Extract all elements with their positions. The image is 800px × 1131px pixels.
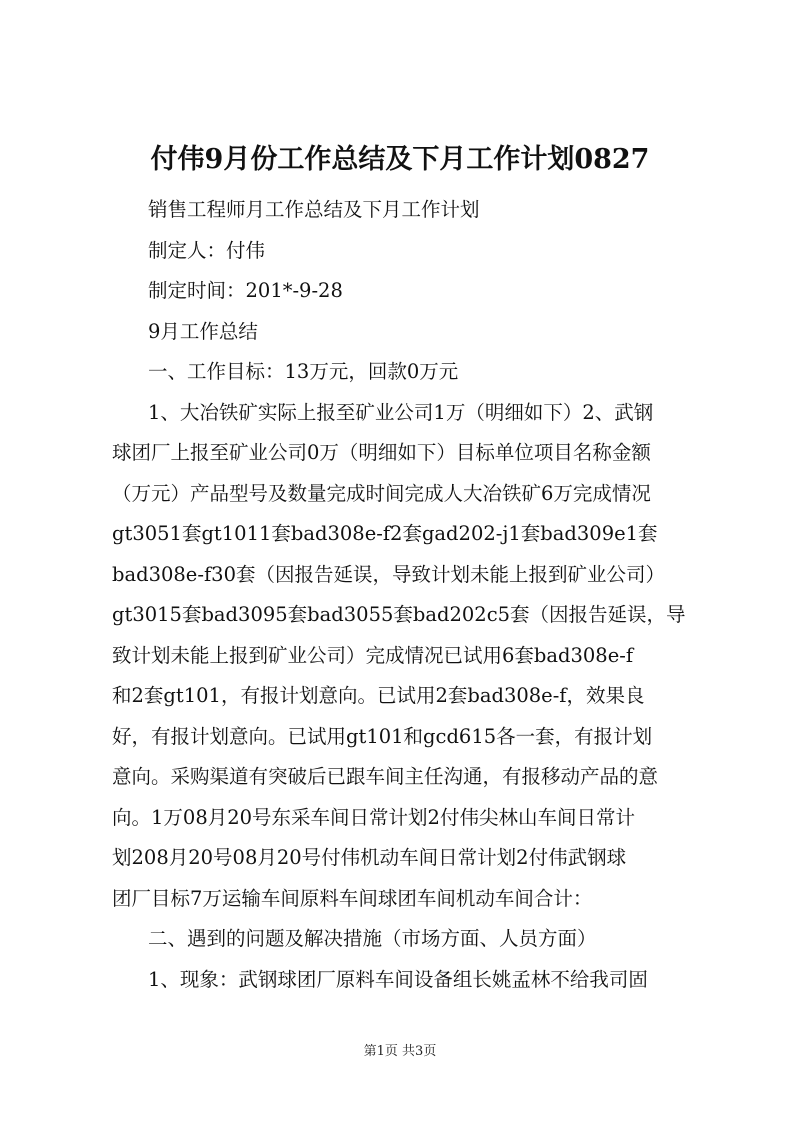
text-line: 和2套gt101，有报计划意向。已试用2套bad308e-f，效果良: [112, 684, 645, 707]
text-line: 意向。采购渠道有突破后已跟车间主任沟通，有报移动产品的意: [112, 765, 659, 788]
text-line: 好，有报计划意向。已试用gt101和gcd615各一套，有报计划: [112, 724, 653, 748]
text-line: （万元）产品型号及数量完成时间完成人大冶铁矿6万完成情况: [112, 481, 651, 505]
text-line: 划208月20号08月20号付伟机动车间日常计划2付伟武钢球: [112, 846, 627, 869]
text-line: bad308e-f30套（因报告延误，导致计划未能上报到矿业公司）: [112, 562, 665, 586]
text-line: 1、大冶铁矿实际上报至矿业公司1万（明细如下）2、武钢: [148, 400, 654, 424]
document-body: [112, 190, 712, 1000]
text-line: 向。1万08月20号东采车间日常计划2付伟尖林山车间日常计: [112, 805, 635, 829]
text-line: 制定人：付伟: [148, 238, 266, 262]
text-line: 1、现象：武钢球团厂原料车间设备组长姚孟林不给我司固: [148, 967, 648, 991]
section-heading: 一、工作目标：13万元，回款0万元: [148, 360, 459, 383]
text-line: 销售工程师月工作总结及下月工作计划: [148, 198, 480, 221]
text-line: 致计划未能上报到矿业公司）完成情况已试用6套bad308e-f: [112, 643, 634, 667]
text-line: 团厂目标7万运输车间原料车间球团车间机动车间合计：: [112, 886, 593, 910]
section-heading: 二、遇到的问题及解决措施（市场方面、人员方面）: [148, 927, 597, 950]
text-line: gt3015套bad3095套bad3055套bad202c5套（因报告延误，导: [112, 603, 686, 626]
text-line: 球团厂上报至矿业公司0万（明细如下）目标单位项目名称金额: [112, 441, 651, 464]
page-footer: 第1页 共3页: [363, 1044, 437, 1059]
section-heading: 9月工作总结: [148, 319, 258, 343]
text-line: 制定时间：201*-9-28: [148, 279, 343, 302]
text-line: gt3051套gt1011套bad308e-f2套gad202-j1套bad309e1套: [112, 522, 658, 545]
document-title: 付伟9月份工作总结及下月工作计划0827: [150, 144, 650, 175]
